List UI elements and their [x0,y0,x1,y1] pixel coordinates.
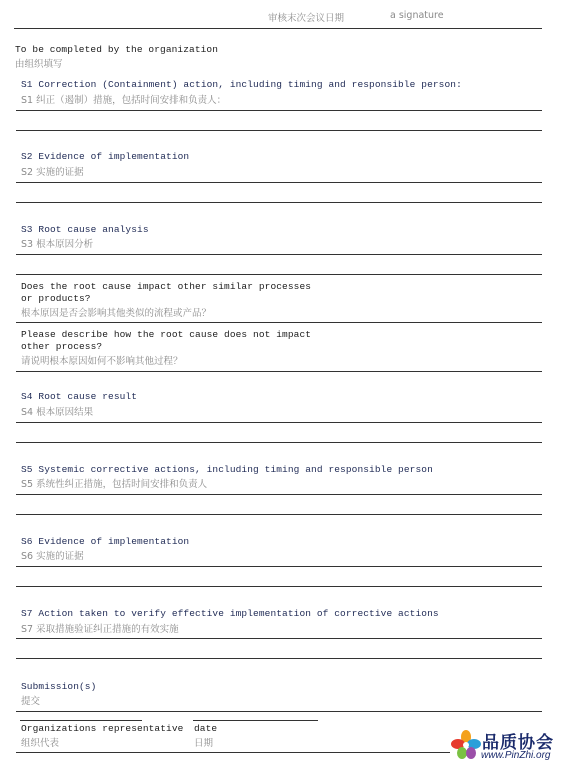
s1-answer-line[interactable] [16,130,542,131]
describe-question-line2: other process? [21,341,103,352]
impact-question-zh: 根本原因是否会影响其他类似的流程或产品？ [21,308,212,319]
logo-url-link[interactable]: www.PinZhi.org [481,750,551,761]
flower-logo-icon [450,728,482,764]
footer-rule [16,752,450,753]
step-s1-label-zh: S1 纠正（遏制）措施，包括时间安排和负责人： [21,95,227,106]
step-s3-label: S3 Root cause analysis [21,224,149,235]
pinzhi-logo [450,727,572,765]
step-s6-label: S6 Evidence of implementation [21,536,190,547]
step-s7-label-zh: S7 采取措施验证纠正措施的有效实施 [21,624,179,635]
org-section-title-zh: 由组织填写 [15,59,63,70]
s6-answer-line[interactable] [16,586,542,587]
s5-answer-line[interactable] [16,514,542,515]
step-s5-label: S5 Systemic corrective actions, including timing and responsible person [21,464,433,475]
step-s2-label: S2 Evidence of implementation [21,151,190,162]
step-s3-label-zh: S3 根本原因分析 [21,239,94,250]
header-rule [14,28,542,29]
s5-answer-line[interactable] [16,494,542,495]
s1-answer-line[interactable] [16,110,542,111]
representative-signature-line[interactable] [20,720,142,721]
impact-question-line1: Does the root cause impact other similar processes [21,281,312,292]
step-s2-label-zh: S2 实施的证据 [21,167,84,178]
signature-label: a signature [390,10,444,21]
next-meeting-date-label: 审核末次会议日期 [268,13,345,24]
step-s4-label: S4 Root cause result [21,391,138,402]
describe-question-zh: 请说明根本原因如何不影响其他过程？ [21,356,183,367]
org-section-title: To be completed by the organization [15,44,219,55]
s3-answer-line[interactable] [16,274,542,275]
date-label-zh: 日期 [194,738,214,749]
describe-answer-line[interactable] [16,371,542,372]
step-s4-label-zh: S4 根本原因结果 [21,407,94,418]
s7-answer-line[interactable] [16,638,542,639]
describe-question-line1: Please describe how the root cause does not impact [21,329,312,340]
s4-answer-line[interactable] [16,422,542,423]
date-signature-line[interactable] [193,720,318,721]
step-s7-label: S7 Action taken to verify effective implementation of corrective actions [21,608,439,619]
s4-answer-line[interactable] [16,442,542,443]
representative-label-zh: 组织代表 [21,738,60,749]
date-label: date [194,723,218,734]
step-s6-label-zh: S6 实施的证据 [21,551,84,562]
impact-answer-line[interactable] [16,322,542,323]
s7-answer-line[interactable] [16,658,542,659]
s2-answer-line[interactable] [16,182,542,183]
submission-label-zh: 提交 [21,696,41,707]
s3-answer-line[interactable] [16,254,542,255]
representative-label: Organizations representative [21,723,184,734]
step-s5-label-zh: S5 系统性纠正措施，包括时间安排和负责人 [21,479,208,490]
step-s1-label: S1 Correction (Containment) action, including timing and responsible person: [21,79,462,90]
submission-rule [16,711,542,712]
submission-label: Submission(s) [21,681,97,692]
logo-name: 品质协会 [482,733,554,753]
impact-question-line2: or products? [21,293,91,304]
s2-answer-line[interactable] [16,202,542,203]
s6-answer-line[interactable] [16,566,542,567]
